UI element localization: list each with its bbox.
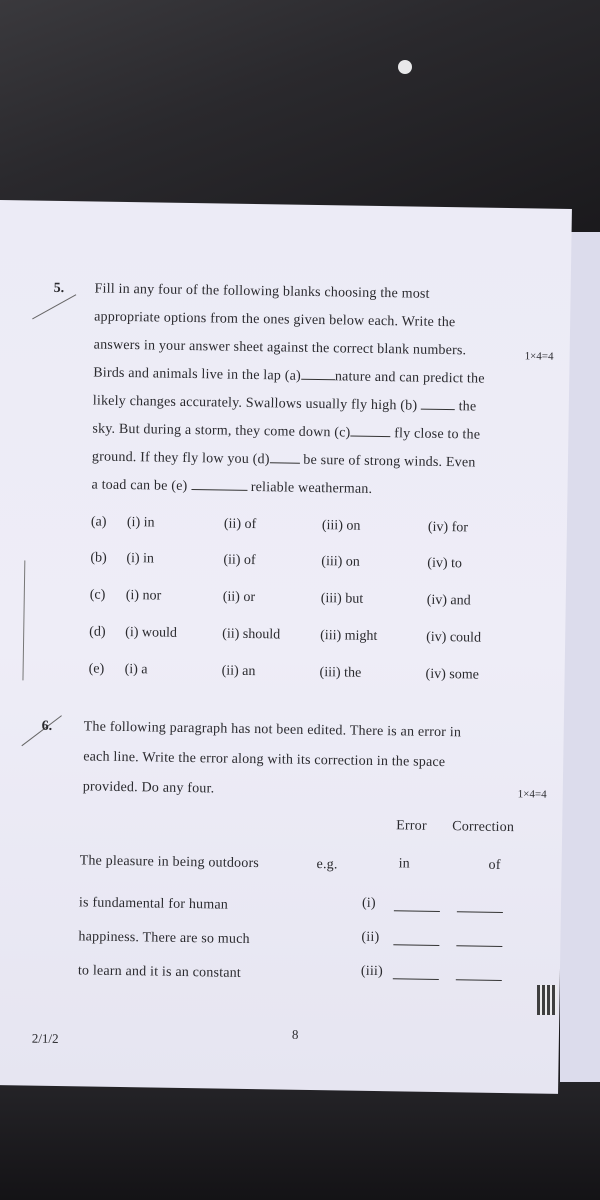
lint-speck [398, 60, 412, 74]
q5-instruction-line-3: answers in your answer sheet against the correct blank numbers. [93, 337, 467, 359]
paper-code: 2/1/2 [31, 1030, 59, 1047]
answer-line-iii-error [393, 978, 439, 980]
option-c-ii: (ii) or [222, 589, 256, 606]
option-a-ii: (ii) of [223, 516, 257, 533]
pencil-margin-line [22, 560, 25, 680]
column-header-error: Error [396, 818, 427, 834]
pencil-mark-q5 [32, 294, 76, 319]
option-e-iv: (iv) some [425, 666, 479, 683]
passage-line-1-start: Birds and animals live in the lap (a) [93, 365, 302, 384]
option-row-c-label: (c) [89, 587, 106, 603]
q5-marks: 1×4=4 [524, 350, 554, 363]
q6-instruction-line-3-text: provided. Do any four. [82, 779, 215, 797]
passage-line-3-end: fly close to the [394, 426, 481, 443]
passage-line-4-end: be sure of strong winds. Even [303, 452, 476, 471]
q6-line-i-number: (i) [361, 895, 376, 911]
column-header-correction: Correction [452, 819, 515, 836]
passage-line-5-start: a toad can be (e) [91, 477, 188, 494]
question-5-number: 5. [53, 280, 65, 297]
answer-line-i-error [394, 910, 440, 912]
option-c-iv: (iv) and [426, 592, 471, 609]
exam-page [0, 200, 572, 1094]
answer-line-iii-correction [456, 979, 502, 981]
qr-code [537, 985, 557, 1015]
option-a-iv: (iv) for [427, 519, 469, 536]
q6-instruction-line-3 [83, 779, 215, 797]
q6-line-i-text: is fundamental for human [78, 895, 229, 913]
passage-line-2-start: likely changes accurately. Swallows usually fly high (b) [92, 393, 418, 414]
option-row-e-label: (e) [88, 661, 105, 677]
option-b-ii: (ii) of [223, 552, 256, 569]
blank-c [350, 436, 390, 438]
option-b-iii: (iii) on [321, 554, 360, 570]
passage-line-2-end: the [458, 399, 477, 415]
answer-line-i-correction [457, 911, 503, 913]
option-e-ii: (ii) an [221, 663, 256, 680]
page-number: 8 [291, 1026, 299, 1042]
question-6-number: 6. [41, 718, 53, 734]
q6-example-error: in [398, 856, 411, 872]
q6-instruction-line-1: The following paragraph has not been edited. There is an error in [83, 719, 462, 741]
q6-instruction-line-2: each line. Write the error along with its correction in the space [83, 749, 446, 771]
q6-line-iii-text: to learn and it is an constant [77, 963, 242, 981]
background-bottom [0, 1080, 600, 1200]
option-c-i: (i) nor [125, 588, 162, 604]
passage-line-5 [91, 477, 372, 497]
option-d-ii: (ii) should [222, 626, 281, 643]
q6-line-ii-text: happiness. There are so much [78, 929, 250, 948]
q5-instruction-line-2: appropriate options from the ones given below each. Write the [94, 309, 456, 331]
option-row-b-label: (b) [90, 550, 107, 566]
option-e-i: (i) a [124, 662, 148, 678]
passage-line-5-end: reliable weatherman. [250, 479, 373, 497]
q5-instruction-line-1: Fill in any four of the following blanks choosing the most [94, 281, 430, 302]
option-b-iv: (iv) to [427, 555, 463, 572]
option-c-iii: (iii) but [320, 591, 364, 607]
passage-line-2 [93, 393, 477, 415]
q6-example-tag: e.g. [316, 857, 338, 873]
passage-line-3 [92, 421, 480, 443]
passage-line-1 [93, 365, 485, 387]
passage-line-4-start: ground. If they fly low you (d) [91, 449, 270, 468]
q6-line-iii-number: (iii) [360, 963, 384, 980]
option-d-i: (i) would [125, 625, 178, 641]
option-a-i: (i) in [126, 515, 155, 531]
q6-example-correction: of [488, 857, 501, 873]
q6-line-ii-number: (ii) [361, 929, 380, 946]
option-a-iii: (iii) on [321, 518, 361, 534]
option-row-d-label: (d) [89, 624, 106, 640]
option-e-iii: (iii) the [319, 665, 362, 681]
blank-d [270, 462, 300, 463]
answer-line-ii-correction [456, 945, 502, 947]
option-d-iv: (iv) could [426, 629, 482, 646]
answer-line-ii-error [393, 944, 439, 946]
option-d-iii: (iii) might [320, 628, 378, 644]
passage-line-3-start: sky. But during a storm, they come down (c) [92, 421, 351, 441]
passage-line-1-end: nature and can predict the [334, 369, 485, 387]
passage-line-4 [92, 449, 476, 471]
option-b-i: (i) in [126, 551, 155, 567]
option-row-a-label: (a) [90, 514, 107, 530]
blank-b [421, 409, 455, 411]
q6-marks: 1×4=4 [517, 788, 547, 801]
blank-a [301, 379, 335, 381]
q6-example-line: The pleasure in being outdoors [79, 853, 260, 872]
blank-e [191, 489, 247, 491]
